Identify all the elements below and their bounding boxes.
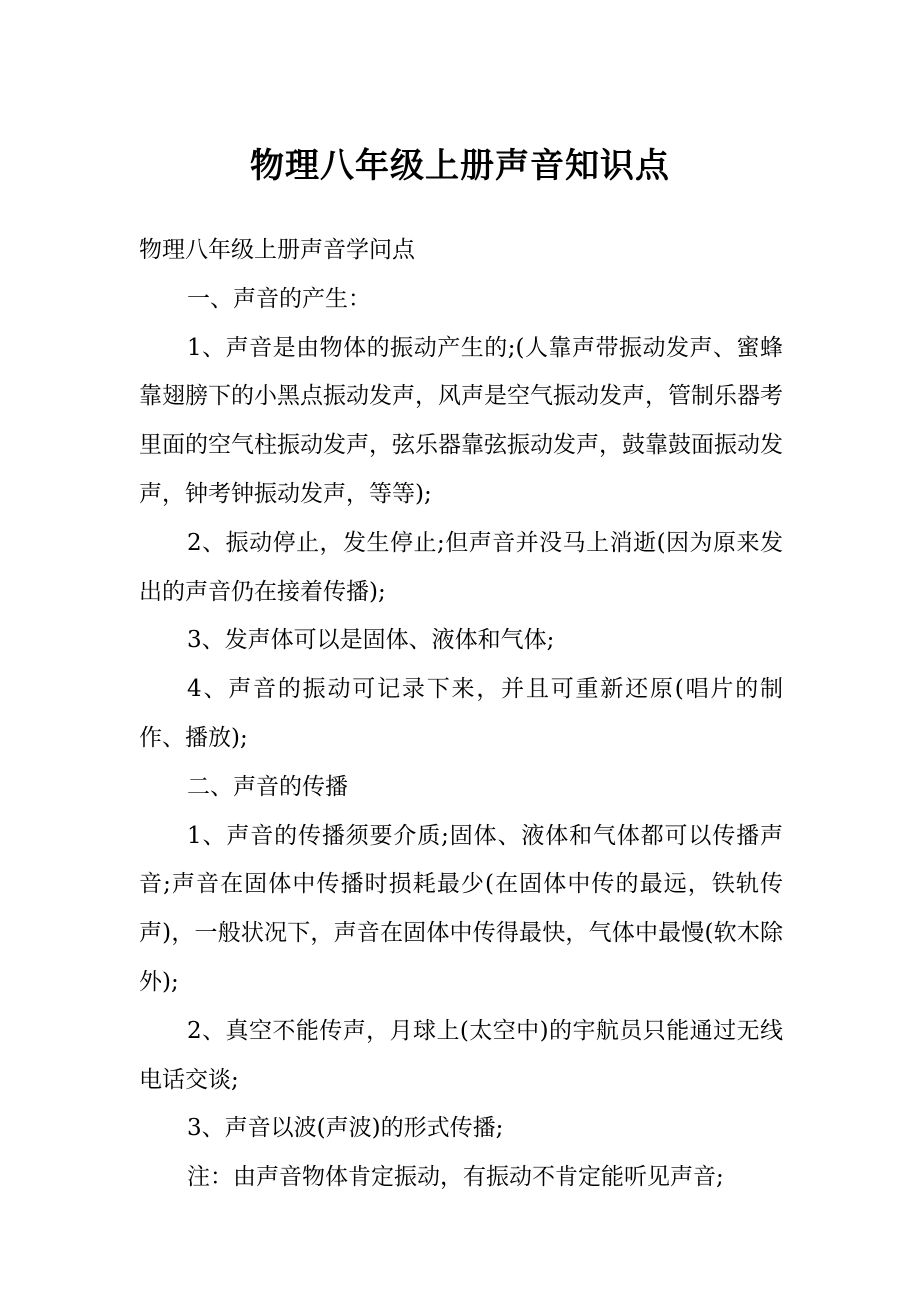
document-title: 物理八年级上册声音知识点 (250, 146, 670, 186)
section-heading-propagation: 二、声音的传播 (187, 773, 348, 800)
paragraph-propagation-3: 3、声音以波(声波)的形式传播; (187, 1115, 504, 1142)
note-paragraph: 注：由声音物体肯定振动，有振动不肯定能听见声音; (187, 1164, 724, 1191)
paragraph-production-3: 3、发声体可以是固体、液体和气体; (187, 627, 555, 654)
paragraph-propagation-2: 2、真空不能传声，月球上(太空中)的宇航员只能通过无线电话交谈; (139, 1017, 783, 1093)
paragraph-production-1: 1、声音是由物体的振动产生的;(人靠声带振动发声、蜜蜂靠翅膀下的小黑点振动发声，风声是空气振动发声，管制乐器考里面的空气柱振动发声，弦乐器靠弦振动发声，鼓靠鼓面振动发声，钟考钟振动发声，等等); (139, 334, 783, 507)
document-body (139, 226, 783, 1202)
section-heading-production: 一、声音的产生： (187, 285, 371, 312)
paragraph-production-4: 4、声音的振动可记录下来，并且可重新还原(唱片的制作、播放); (139, 676, 783, 751)
subtitle-paragraph: 物理八年级上册声音学问点 (139, 237, 415, 263)
paragraph-propagation-1: 1、声音的传播须要介质;固体、液体和气体都可以传播声音;声音在固体中传播时损耗最少(在固体中传的最远，铁轨传声)，一般状况下，声音在固体中传得最快，气体中最慢(软木除外); (139, 822, 783, 995)
paragraph-production-2: 2、振动停止，发生停止;但声音并没马上消逝(因为原来发出的声音仍在接着传播); (139, 529, 783, 605)
